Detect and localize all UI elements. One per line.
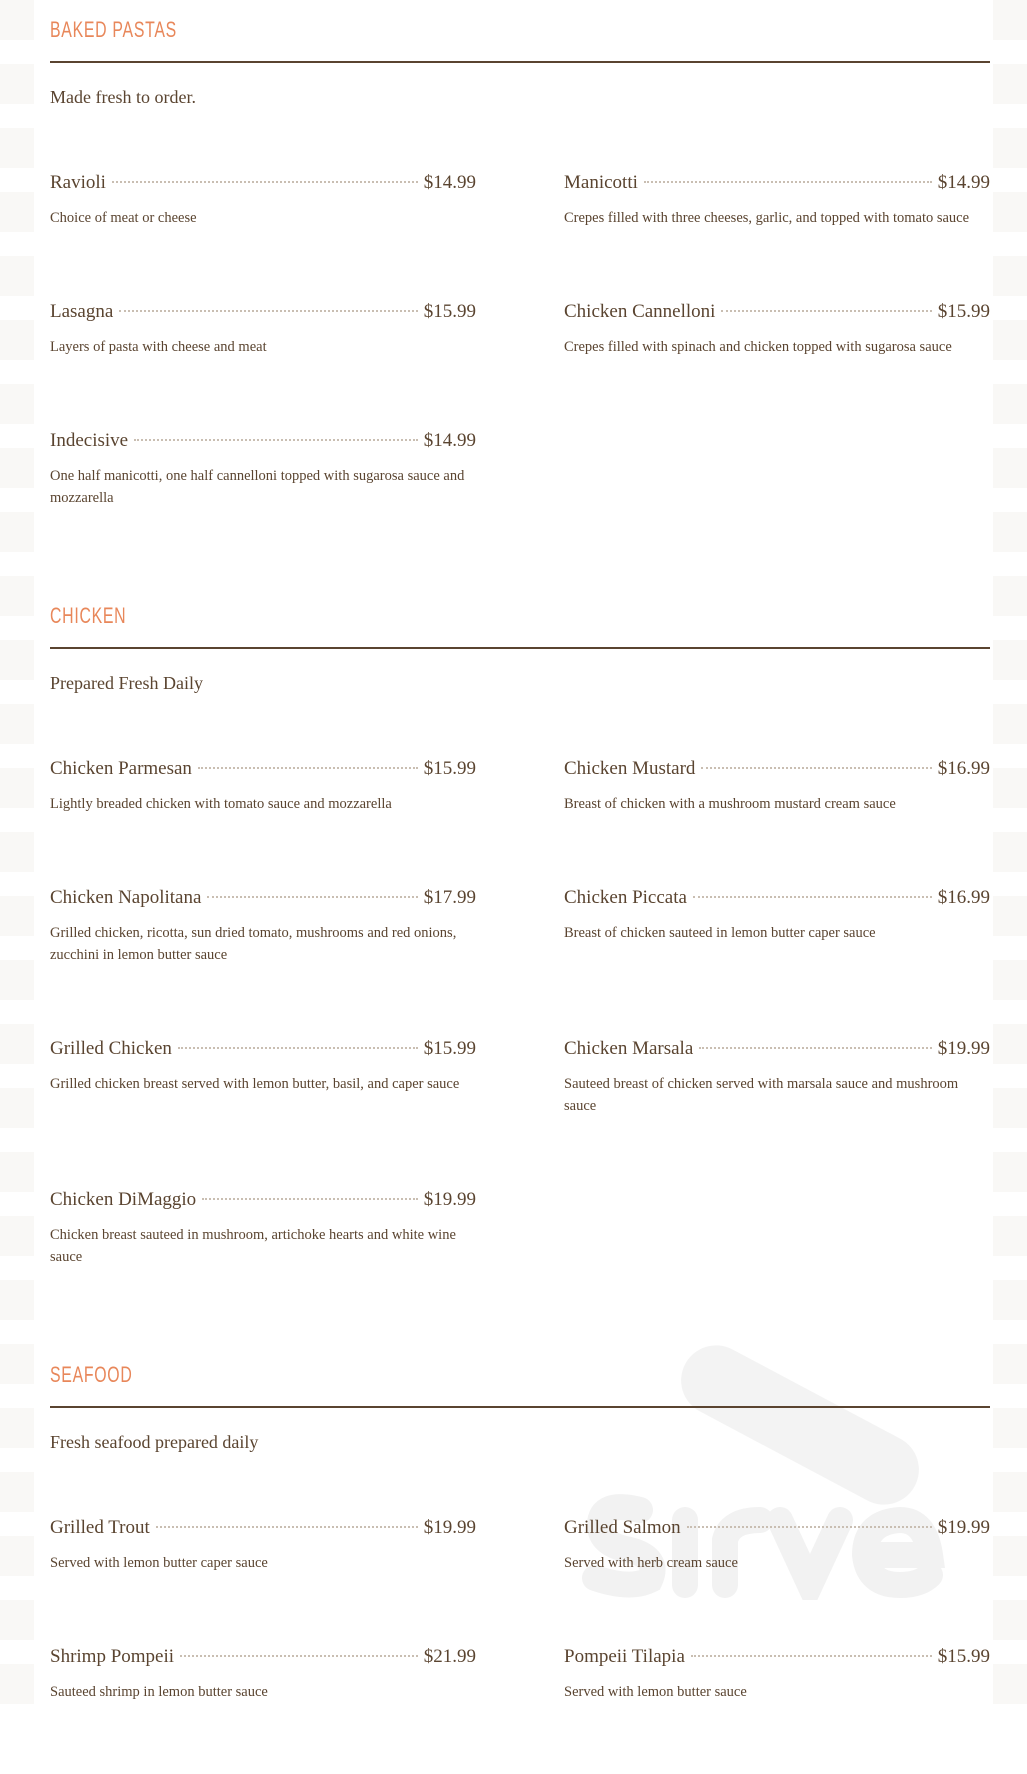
item-name: Chicken Parmesan bbox=[50, 758, 192, 779]
item-name: Chicken Napolitana bbox=[50, 887, 202, 908]
dot-leader bbox=[119, 310, 417, 312]
item-price: $16.99 bbox=[937, 887, 990, 908]
menu-item bbox=[564, 886, 990, 966]
menu-item bbox=[50, 1188, 476, 1268]
menu-item bbox=[564, 300, 990, 358]
item-price: $19.99 bbox=[937, 1038, 990, 1059]
dot-leader bbox=[687, 1526, 932, 1528]
menu-items bbox=[50, 1516, 990, 1774]
menu-item bbox=[564, 757, 990, 815]
item-name: Grilled Salmon bbox=[564, 1517, 681, 1538]
menu-item bbox=[50, 757, 476, 815]
item-name: Chicken Piccata bbox=[564, 887, 687, 908]
item-description: Served with lemon butter caper sauce bbox=[50, 1555, 268, 1571]
item-name: Grilled Trout bbox=[50, 1517, 150, 1538]
item-description: Breast of chicken with a mushroom mustard cream sauce bbox=[564, 796, 896, 812]
section-divider bbox=[50, 1406, 990, 1408]
section-subtitle: Made fresh to order. bbox=[50, 87, 196, 107]
menu-item bbox=[50, 886, 476, 966]
dot-leader bbox=[701, 767, 931, 769]
item-description: Served with herb cream sauce bbox=[564, 1555, 738, 1571]
menu-item bbox=[564, 1516, 990, 1574]
menu-item bbox=[50, 429, 476, 509]
decorative-border-right bbox=[993, 0, 1027, 1723]
menu-section bbox=[50, 1345, 990, 1774]
item-description: Sauteed shrimp in lemon butter sauce bbox=[50, 1684, 268, 1700]
dot-leader bbox=[202, 1198, 418, 1200]
menu-items bbox=[50, 757, 990, 1339]
menu-item bbox=[50, 1037, 476, 1117]
menu-section bbox=[50, 586, 990, 1339]
item-description: Crepes filled with three cheeses, garlic, and topped with tomato sauce bbox=[564, 210, 970, 226]
item-name: Shrimp Pompeii bbox=[50, 1646, 175, 1667]
item-description: Layers of pasta with cheese and meat bbox=[50, 339, 267, 355]
menu-item bbox=[50, 1516, 476, 1574]
item-name: Manicotti bbox=[564, 172, 638, 193]
menu-item bbox=[50, 1645, 476, 1703]
item-name: Chicken Marsala bbox=[564, 1038, 694, 1059]
section-divider bbox=[50, 61, 990, 63]
item-name: Lasagna bbox=[50, 301, 114, 322]
item-price: $14.99 bbox=[423, 172, 476, 193]
item-description: Chicken breast sauteed in mushroom, artichoke hearts and white wine sauce bbox=[50, 1227, 456, 1265]
item-name: Pompeii Tilapia bbox=[564, 1646, 685, 1667]
dot-leader bbox=[207, 896, 417, 898]
item-name: Indecisive bbox=[50, 430, 129, 451]
menu-item bbox=[50, 300, 476, 358]
item-name: Chicken DiMaggio bbox=[50, 1189, 197, 1210]
menu-item bbox=[564, 1645, 990, 1703]
dot-leader bbox=[134, 439, 418, 441]
menu bbox=[50, 0, 990, 1774]
item-description: Served with lemon butter sauce bbox=[564, 1684, 747, 1700]
section-title: SEAFOOD bbox=[50, 1362, 133, 1387]
item-price: $21.99 bbox=[423, 1646, 476, 1667]
item-description: Breast of chicken sauteed in lemon butter caper sauce bbox=[564, 925, 876, 941]
item-description: Lightly breaded chicken with tomato sauce and mozzarella bbox=[50, 796, 392, 812]
item-name: Grilled Chicken bbox=[50, 1038, 172, 1059]
item-price: $15.99 bbox=[937, 301, 990, 322]
item-price: $15.99 bbox=[423, 301, 476, 322]
dot-leader bbox=[693, 896, 932, 898]
menu-items bbox=[50, 171, 990, 580]
item-description: Grilled chicken breast served with lemon butter, basil, and caper sauce bbox=[50, 1076, 460, 1092]
item-price: $17.99 bbox=[423, 887, 476, 908]
item-description: Grilled chicken, ricotta, sun dried tomato, mushrooms and red onions, zucchini in lemon butter sauce bbox=[50, 925, 457, 963]
menu-item bbox=[564, 1037, 990, 1117]
dot-leader bbox=[112, 181, 418, 183]
dot-leader bbox=[198, 767, 418, 769]
item-price: $19.99 bbox=[937, 1517, 990, 1538]
dot-leader bbox=[180, 1655, 418, 1657]
section-divider bbox=[50, 647, 990, 649]
item-price: $16.99 bbox=[937, 758, 990, 779]
item-price: $15.99 bbox=[937, 1646, 990, 1667]
item-description: One half manicotti, one half cannelloni topped with sugarosa sauce and mozzarella bbox=[50, 468, 465, 506]
section-subtitle: Prepared Fresh Daily bbox=[50, 673, 203, 693]
section-title: CHICKEN bbox=[50, 603, 127, 628]
section-subtitle: Fresh seafood prepared daily bbox=[50, 1432, 259, 1452]
item-description: Sauteed breast of chicken served with marsala sauce and mushroom sauce bbox=[564, 1076, 959, 1114]
dot-leader bbox=[721, 310, 931, 312]
dot-leader bbox=[644, 181, 932, 183]
item-name: Chicken Cannelloni bbox=[564, 301, 716, 322]
item-price: $15.99 bbox=[423, 1038, 476, 1059]
item-price: $15.99 bbox=[423, 758, 476, 779]
section-title: BAKED PASTAS bbox=[50, 17, 177, 42]
item-price: $19.99 bbox=[423, 1517, 476, 1538]
item-name: Chicken Mustard bbox=[564, 758, 696, 779]
dot-leader bbox=[178, 1047, 418, 1049]
dot-leader bbox=[156, 1526, 418, 1528]
item-name: Ravioli bbox=[50, 172, 106, 193]
decorative-border-left bbox=[0, 0, 34, 1723]
menu-item bbox=[50, 171, 476, 229]
item-description: Crepes filled with spinach and chicken topped with sugarosa sauce bbox=[564, 339, 952, 355]
menu-item bbox=[564, 171, 990, 229]
item-price: $19.99 bbox=[423, 1189, 476, 1210]
dot-leader bbox=[691, 1655, 932, 1657]
item-price: $14.99 bbox=[937, 172, 990, 193]
item-price: $14.99 bbox=[423, 430, 476, 451]
item-description: Choice of meat or cheese bbox=[50, 210, 197, 226]
dot-leader bbox=[699, 1047, 931, 1049]
menu-section bbox=[50, 0, 990, 580]
